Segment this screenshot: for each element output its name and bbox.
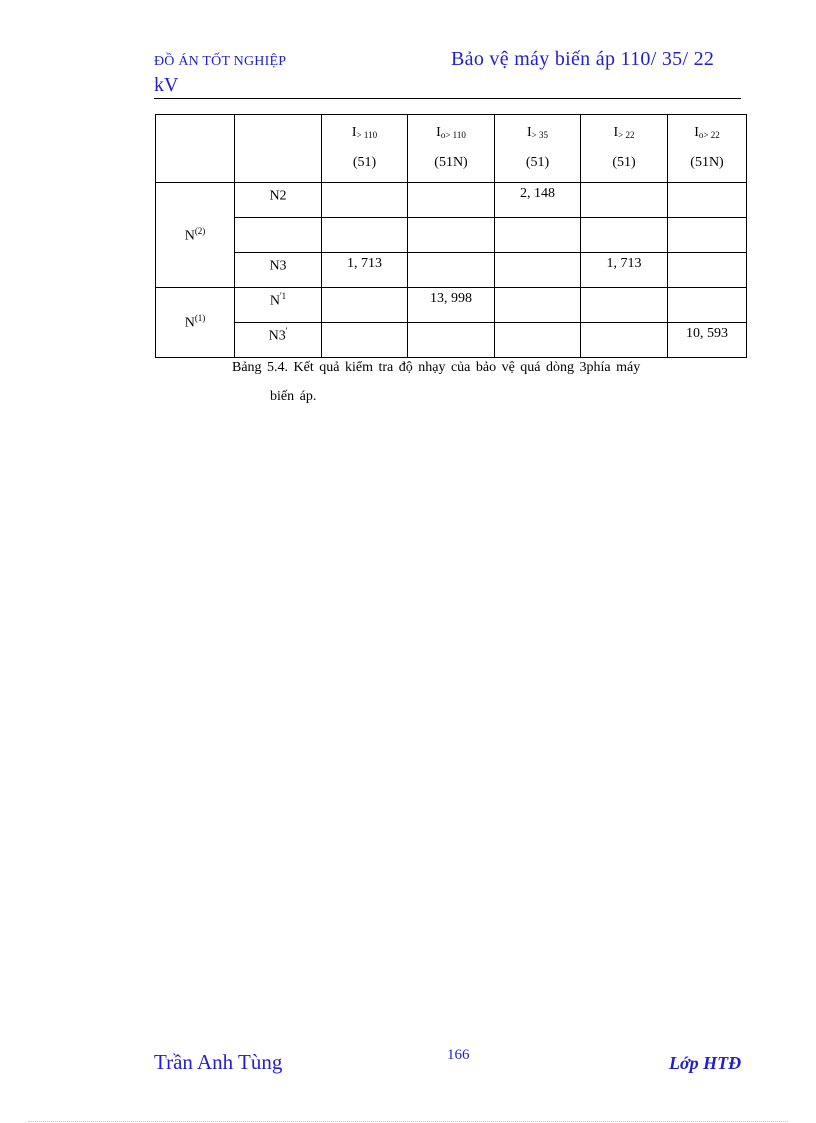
table-cell [581,323,668,358]
table-cell [408,323,495,358]
table-cell: 1, 713 [322,253,408,288]
header-empty-cell [235,115,322,183]
footer-author: Trần Anh Tùng [154,1050,283,1074]
fault-group-label: $N^{(1)}$ [156,288,235,358]
header-rule [154,98,741,99]
table-cell: 1, 713 [581,253,668,288]
fault-point: N2 [235,183,322,218]
table-cell [408,183,495,218]
column-header: $I_{> 110}$ (51) [322,115,408,183]
table-caption: Bảng 5.4. Kết quả kiểm tra độ nhạy của bảo vệ quá dòng 3phía máy [232,360,641,375]
table-cell [322,183,408,218]
results-table [155,114,747,358]
table-row [156,253,747,288]
table-cell [581,218,668,253]
page-number: 166 [447,1047,470,1063]
table-cell: 10, 593 [668,323,747,358]
fault-point: N3' [235,323,322,358]
page-bottom-border [28,1121,788,1122]
table-row [156,183,747,218]
header-empty-cell [156,115,235,183]
column-header: $I_{> 22}$ (51) [581,115,668,183]
table-cell [322,218,408,253]
fault-point: $N^{'1}$ [235,288,322,323]
fault-group-label: $N^{(2)}$ [156,183,235,288]
table-cell [668,218,747,253]
table-cell [495,253,581,288]
table-cell [495,288,581,323]
header-unit: kV [154,74,179,96]
table-cell [495,218,581,253]
table-header-row [156,115,747,183]
table-cell [408,218,495,253]
table-cell: 2, 148 [495,183,581,218]
table-cell [668,288,747,323]
table-cell: 13, 998 [408,288,495,323]
header-title: Bảo vệ máy biến áp 110/ 35/ 22 [451,48,715,70]
column-header: $I_{o> 22}$ (51N) [668,115,747,183]
table-cell [581,183,668,218]
table-cell [668,253,747,288]
table-cell [322,288,408,323]
table-cell [408,253,495,288]
table-cell [322,323,408,358]
table-caption-continuation: biến áp. [270,389,317,404]
table-cell [581,288,668,323]
fault-point: N3 [235,253,322,288]
table-row [156,218,747,253]
table-row [156,323,747,358]
fault-point [235,218,322,253]
column-header: $I_{o> 110}$ (51N) [408,115,495,183]
header-thesis-label: ĐỒ ÁN TỐT NGHIỆP [154,54,287,69]
table-cell [668,183,747,218]
table-row [156,288,747,323]
column-header: $I_{> 35}$ (51) [495,115,581,183]
table-cell [495,323,581,358]
footer-class: Lớp HTĐ [669,1053,742,1073]
